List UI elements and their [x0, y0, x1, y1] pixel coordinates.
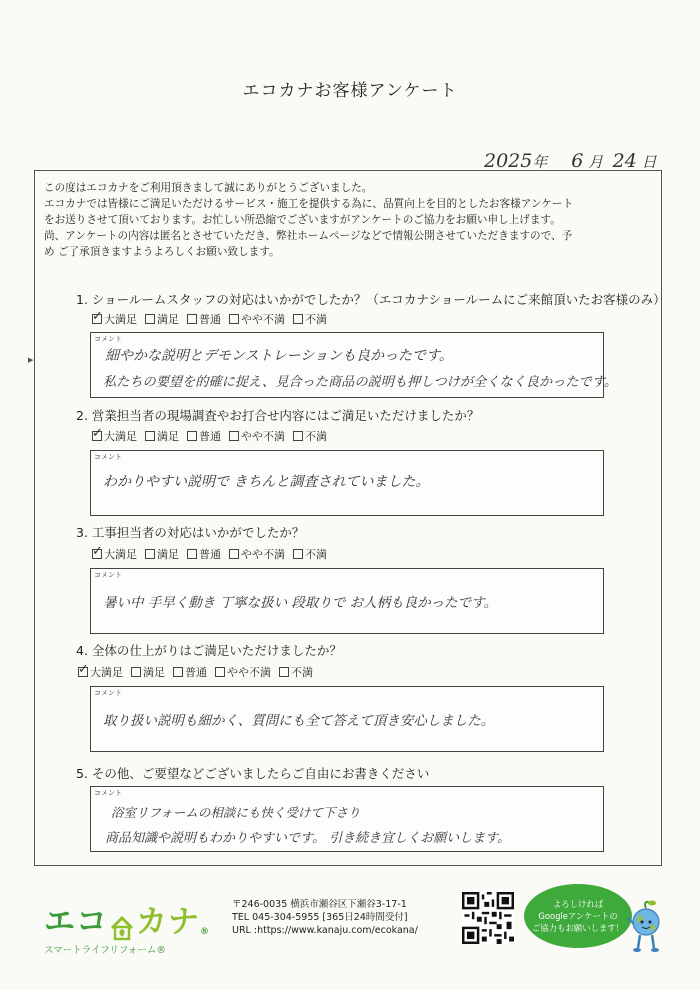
- comment-label: コメント: [94, 789, 122, 797]
- intro-line: 尚、アンケートの内容は匿名とさせていただき、弊社ホームページなどで情報公開させていただきますので、予: [44, 230, 573, 242]
- logo-wordmark: エコ カナ ®: [44, 904, 210, 940]
- question-1: 1. ショールームスタッフの対応はいかがでしたか？（エコカナショールームにご来館頂いたお客様のみ）: [76, 292, 666, 307]
- comment-box-2[interactable]: [90, 450, 604, 516]
- option-somewhat-dissatisfied[interactable]: やや不満: [229, 546, 285, 562]
- comment-label: コメント: [94, 689, 122, 697]
- option-very-satisfied[interactable]: ✓ 大満足: [92, 311, 137, 327]
- question-1-options: [92, 311, 335, 327]
- option-satisfied[interactable]: 満足: [145, 311, 179, 327]
- bubble-line: Googleアンケートの: [538, 911, 618, 921]
- survey-date: [484, 150, 657, 172]
- question-4: 4. 全体の仕上がりはご満足いただけましたか？: [76, 643, 342, 658]
- checkbox-checked[interactable]: [92, 431, 102, 441]
- option-satisfied[interactable]: 満足: [145, 546, 179, 562]
- comment-line: 暑い中 手早く動き 丁寧な扱い 段取りで お人柄も良かったです。: [103, 595, 498, 611]
- company-info: [232, 898, 418, 937]
- checkbox[interactable]: [293, 431, 303, 441]
- intro-line: をお送りさせて頂いております。お忙しい所恐縮でございますがアンケートのご協力をお願い申し上げます。: [44, 214, 561, 226]
- comment-box-4[interactable]: [90, 686, 604, 752]
- comment-line: 商品知識や説明もわかりやすいです。 引き続き宜しくお願いします。: [105, 831, 511, 846]
- option-neutral[interactable]: 普通: [173, 664, 207, 680]
- comment-box-5[interactable]: [90, 786, 604, 852]
- date-day: 24: [612, 150, 637, 172]
- logo-tagline: スマートライフリフォーム®: [44, 945, 166, 956]
- triangle-marker-icon: ▶: [28, 356, 34, 364]
- bubble-line: ご協力もお願いします！: [531, 923, 625, 933]
- option-satisfied[interactable]: 満足: [145, 428, 179, 444]
- checkbox[interactable]: [229, 314, 239, 324]
- option-very-satisfied[interactable]: ✓ 大満足: [92, 428, 137, 444]
- option-satisfied[interactable]: 満足: [131, 664, 165, 680]
- checkbox[interactable]: [145, 314, 155, 324]
- company-tel: TEL 045-304-5955 [365日24時間受付]: [232, 912, 408, 923]
- comment-line: 取り扱い説明も細かく、質問にも全て答えて頂き安心しました。: [103, 713, 495, 729]
- comment-label: コメント: [94, 335, 122, 343]
- bubble-line: よろしければ: [552, 899, 604, 909]
- checkbox-checked[interactable]: [92, 549, 102, 559]
- checkbox[interactable]: [131, 667, 141, 677]
- intro-text: [44, 180, 654, 260]
- question-3: 3. 工事担当者の対応はいかがでしたか？: [76, 525, 305, 540]
- survey-frame: [34, 170, 662, 866]
- checkbox-checked[interactable]: [92, 314, 102, 324]
- company-address: 〒246-0035 横浜市瀬谷区下瀬谷3-17-1: [232, 899, 407, 910]
- ecokana-logo: [44, 896, 210, 956]
- date-month-suffix: 月: [588, 153, 604, 171]
- option-somewhat-dissatisfied[interactable]: やや不満: [215, 664, 271, 680]
- intro-line: この度はエコカナをご利用頂きまして誠にありがとうございました。: [44, 182, 373, 194]
- comment-line: 細やかな説明とデモンストレーションも良かったです。: [105, 348, 453, 364]
- company-url[interactable]: URL :https://www.kanaju.com/ecokana/: [232, 925, 418, 936]
- comment-label: コメント: [94, 571, 122, 579]
- intro-line: め ご了承頂きますようよろしくお願い致します。: [44, 246, 280, 258]
- checkbox[interactable]: [229, 549, 239, 559]
- option-neutral[interactable]: 普通: [187, 428, 221, 444]
- qr-code-icon[interactable]: [462, 892, 514, 944]
- checkbox[interactable]: [145, 431, 155, 441]
- date-year: 2025: [484, 150, 533, 172]
- date-year-suffix: 年: [532, 153, 548, 171]
- comment-box-3[interactable]: [90, 568, 604, 634]
- question-5: 5. その他、ご要望などございましたらご自由にお書きください: [76, 766, 430, 781]
- house-icon: [109, 915, 135, 941]
- google-survey-bubble[interactable]: [524, 884, 632, 948]
- checkbox[interactable]: [279, 667, 289, 677]
- comment-line: 浴室リフォームの相談にも快く受けて下さり: [111, 805, 361, 820]
- option-dissatisfied[interactable]: 不満: [293, 311, 327, 327]
- checkbox[interactable]: [293, 549, 303, 559]
- comment-box-1[interactable]: [90, 332, 618, 398]
- checkbox[interactable]: [215, 667, 225, 677]
- question-2: 2. 営業担当者の現場調査やお打合せ内容にはご満足いただけましたか？: [76, 408, 480, 423]
- checkbox[interactable]: [187, 314, 197, 324]
- checkbox[interactable]: [187, 431, 197, 441]
- question-3-options: [92, 546, 335, 562]
- page-title: エコカナお客様アンケート: [242, 81, 458, 101]
- option-dissatisfied[interactable]: 不満: [293, 428, 327, 444]
- date-day-suffix: 日: [641, 153, 657, 171]
- checkbox-checked[interactable]: [78, 667, 88, 677]
- earth-mascot-icon: [626, 898, 666, 954]
- question-4-options: [78, 664, 321, 680]
- date-month: 6: [571, 150, 584, 172]
- option-neutral[interactable]: 普通: [187, 311, 221, 327]
- intro-line: エコカナでは皆様にご満足いただけるサービス・施工を提供する為に、品質向上を目的としたお客様アンケート: [44, 198, 574, 210]
- option-very-satisfied[interactable]: ✓ 大満足: [78, 664, 123, 680]
- checkbox[interactable]: [187, 549, 197, 559]
- option-neutral[interactable]: 普通: [187, 546, 221, 562]
- checkbox[interactable]: [173, 667, 183, 677]
- comment-line: わかりやすい説明で きちんと調査されていました。: [103, 474, 430, 490]
- question-2-options: [92, 428, 335, 444]
- option-somewhat-dissatisfied[interactable]: やや不満: [229, 311, 285, 327]
- checkbox[interactable]: [293, 314, 303, 324]
- option-dissatisfied[interactable]: 不満: [293, 546, 327, 562]
- option-dissatisfied[interactable]: 不満: [279, 664, 313, 680]
- option-somewhat-dissatisfied[interactable]: やや不満: [229, 428, 285, 444]
- comment-line: 私たちの要望を的確に捉え、見合った商品の説明も押しつけが全くなく良かったです。: [103, 375, 618, 390]
- comment-label: コメント: [94, 453, 122, 461]
- checkbox[interactable]: [145, 549, 155, 559]
- option-very-satisfied[interactable]: ✓ 大満足: [92, 546, 137, 562]
- checkbox[interactable]: [229, 431, 239, 441]
